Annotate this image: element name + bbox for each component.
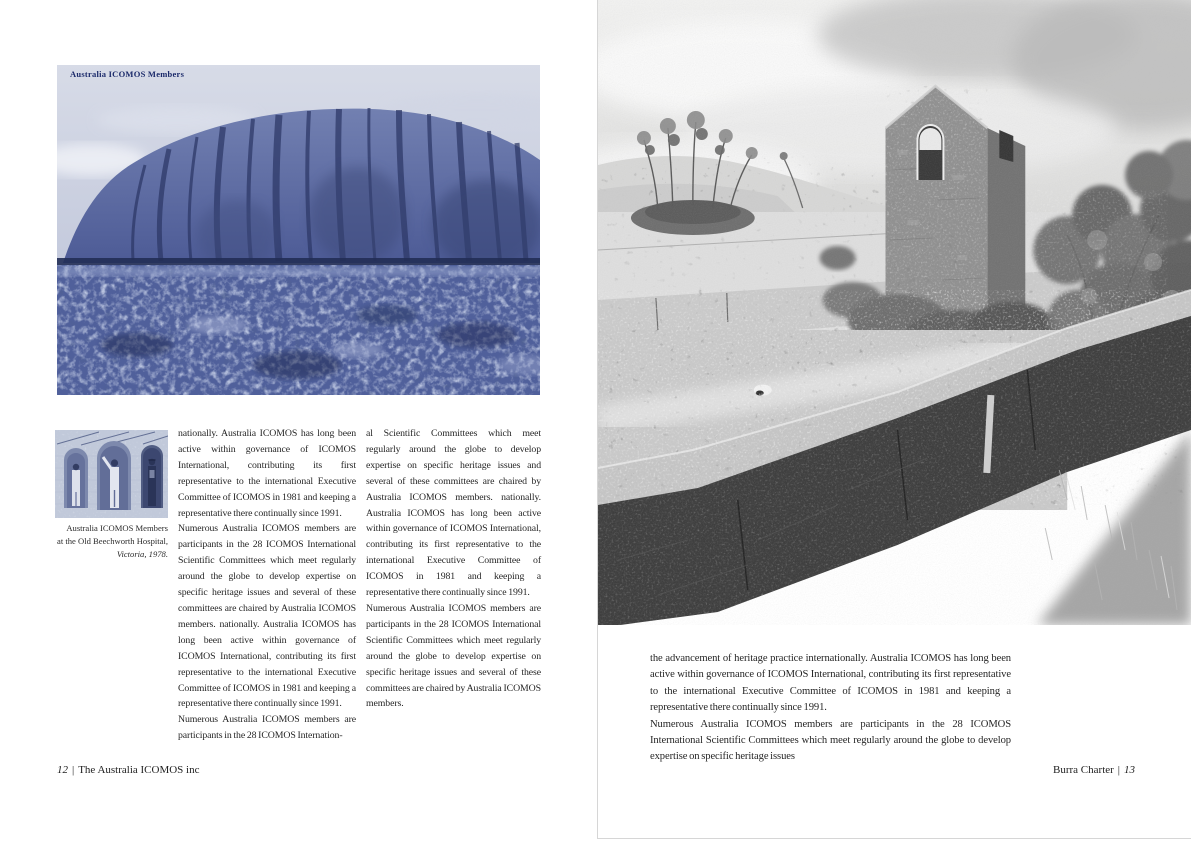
footer-separator: | (72, 764, 75, 776)
paragraph: the advancement of heritage practice internationally. Australia ICOMOS has long been active within governance of ICOMOS International, contributing its first representative to the international Executive Committee of ICOMOS in 1981 and keeping a representative there continually since 1991. (650, 653, 1011, 714)
footer-separator: | (1117, 764, 1120, 776)
uluru-scrub-foreground (57, 265, 540, 395)
arched-niche-middle (97, 441, 131, 510)
paragraph: Numerous Australia ICOMOS members are participants in the 28 ICOMOS Internation- (178, 714, 356, 742)
thumb-caption-line: Australia ICOMOS Members (66, 523, 168, 533)
film-grain (598, 0, 1191, 625)
right-page-bottom-edge (597, 838, 1191, 839)
left-page-footer (57, 764, 200, 776)
ruin-photo-art (598, 0, 1191, 625)
text-column-2 (366, 426, 541, 712)
text-column-1 (178, 426, 356, 744)
ruin-photo (598, 0, 1191, 625)
paragraph: nationally. Australia ICOMOS has long been active within governance of ICOMOS International, contributing its first representative to the international Executive Committee of ICOMOS in 1981 and keeping a representative there continually since 1991. (178, 428, 356, 519)
beechworth-photo-art (55, 430, 168, 518)
beechworth-photo (55, 430, 168, 518)
thumb-caption-line: at the Old Beechworth Hospital, (57, 536, 168, 546)
footer-title: The Australia ICOMOS inc (78, 764, 200, 776)
paragraph: Numerous Australia ICOMOS members are participants in the 28 ICOMOS International Scientific Committees which meet regularly around the globe to develop expertise on specific heritage issues (650, 718, 1011, 763)
page-number: 13 (1124, 764, 1135, 776)
paragraph: Numerous Australia ICOMOS members are participants in the 28 ICOMOS International Scientific Committees which meet regularly around the globe to develop expertise on specific heritage issues and several of these committees are chaired by Australia ICOMOS members. (366, 602, 541, 710)
right-page-footer (650, 764, 1135, 776)
uluru-photo-art (57, 65, 540, 395)
paragraph: Numerous Australia ICOMOS members are participants in the 28 ICOMOS International Scientific Committees which meet regularly around the globe to develop expertise on specific heritage issues and several of these committees are chaired by Australia ICOMOS members. nationally. Australia ICOMOS has long been active within governance of ICOMOS International, contributing its first representative to the international Executive Committee of ICOMOS in 1981 and keeping a representative there continually since 1991. (178, 523, 356, 710)
uluru-photo (57, 65, 540, 395)
thumb-photo-caption (20, 522, 168, 561)
footer-title: Burra Charter (1053, 764, 1114, 776)
paragraph: al Scientific Committees which meet regularly around the globe to develop expertise on specific heritage issues and several of these committees are chaired by Australia ICOMOS members. nationally. Australia ICOMOS has long been active within governance of ICOMOS International, contributing its first representative to the international Executive Committee of ICOMOS in 1981 and keeping a representative there continually since 1991. (366, 428, 541, 599)
page-number: 12 (57, 764, 68, 776)
hero-photo-caption: Australia ICOMOS Members (70, 69, 185, 79)
right-page-text (650, 651, 1011, 766)
thumb-caption-line: Victoria, 1978. (116, 549, 168, 559)
arched-niche-left (64, 448, 88, 508)
arched-niche-right (141, 445, 163, 508)
